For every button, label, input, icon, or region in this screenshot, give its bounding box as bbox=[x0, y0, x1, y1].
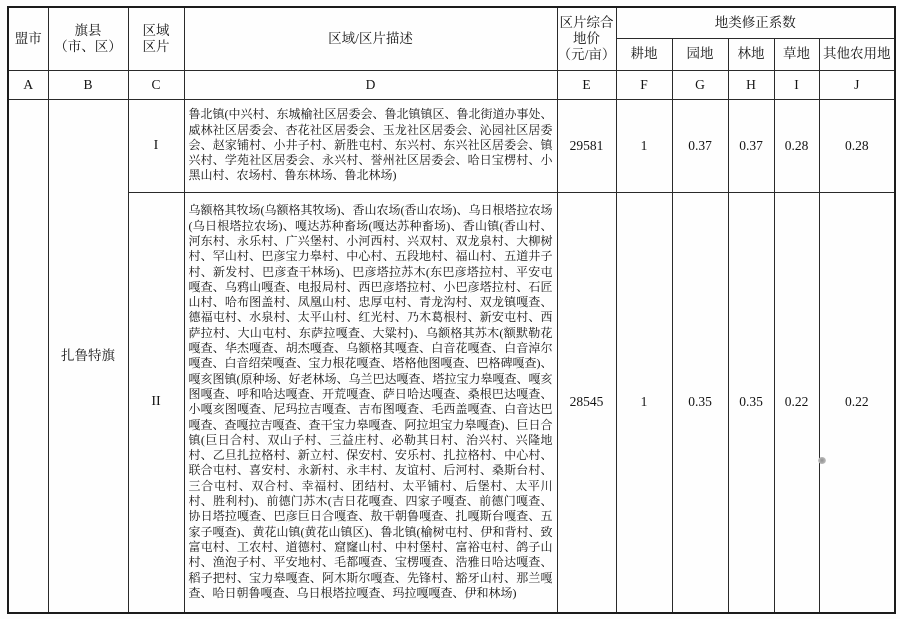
header-coeff-cultivated: 耕地 bbox=[616, 38, 672, 70]
scan-speck-artifact bbox=[818, 457, 826, 464]
league-cell bbox=[8, 99, 48, 613]
header-zone bbox=[128, 7, 184, 70]
column-letter-b: B bbox=[48, 70, 128, 99]
header-price-line1: 区片综合 bbox=[559, 14, 614, 30]
header-coefficient-group: 地类修正系数 bbox=[616, 7, 895, 38]
header-zone-line2: 区片 bbox=[142, 38, 170, 54]
coeff-cultivated-2: 1 bbox=[616, 192, 672, 613]
column-letter-i: I bbox=[774, 70, 819, 99]
table-row-zone-1 bbox=[8, 99, 895, 192]
column-letter-d: D bbox=[184, 70, 557, 99]
column-letter-h: H bbox=[728, 70, 774, 99]
header-price-line3: （元/亩） bbox=[557, 46, 616, 62]
land-price-table bbox=[7, 6, 896, 614]
zone-label-2: II bbox=[128, 192, 184, 613]
header-banner bbox=[48, 7, 128, 70]
table-row-zone-2 bbox=[8, 192, 895, 613]
column-letter-j: J bbox=[819, 70, 895, 99]
column-letter-c: C bbox=[128, 70, 184, 99]
coeff-forest-2: 0.35 bbox=[728, 192, 774, 613]
coeff-other-2: 0.22 bbox=[819, 192, 895, 613]
header-price bbox=[557, 7, 616, 70]
column-letter-e: E bbox=[557, 70, 616, 99]
coeff-garden-2: 0.35 bbox=[672, 192, 728, 613]
header-coeff-forest: 林地 bbox=[728, 38, 774, 70]
column-letter-f: F bbox=[616, 70, 672, 99]
zone-description-1 bbox=[184, 99, 557, 192]
coeff-other-1: 0.28 bbox=[819, 99, 895, 192]
coeff-grass-1: 0.28 bbox=[774, 99, 819, 192]
zone-description-2 bbox=[184, 192, 557, 613]
coeff-garden-1: 0.37 bbox=[672, 99, 728, 192]
banner-cell: 扎鲁特旗 bbox=[48, 99, 128, 613]
header-coeff-other: 其他农用地 bbox=[819, 38, 895, 70]
zone-description-2-text: 乌额格其牧场(乌额格其牧场)、香山农场(香山农场)、乌日根塔拉农场(乌日根塔拉农场)、嘎达苏种畜场(嘎达苏种畜场)、香山镇(香山村、河东村、永乐村、广兴堡村、小河西村、兴双村、双龙泉村、大柳树村、罕山村、巴彦宝力皋村、中心村、五段地村、福山村、五道井子村、新发村、巴彦查干林场)、巴彦塔拉苏木(东巴彦塔拉村、平安屯嘎查、乌鸦山嘎查、电报局村、西巴彦塔拉村、小巴彦塔拉村、石匠山村、哈布图盖村、凤凰山村、忠厚屯村、青龙沟村、双龙镇嘎查、德福屯村、水泉村、太平山村、红光村、乃木葛根村、新安屯村、西萨拉村、大山屯村、东萨拉嘎查、大粱村)、乌额格其苏木(额默勒花嘎查、华杰嘎查、胡杰嘎查、乌额格其嘎查、白音花嘎查、白音淖尔嘎查、白音绍荣嘎查、宝力根花嘎查、塔格他图嘎查、巴格碑嘎查)、嘎亥图镇(原种场、好老林场、乌兰巴达嘎查、塔拉宝力皋嘎查、嘎亥图嘎查、呼和哈达嘎查、开荒嘎查、萨日哈达嘎查、桑根巴达嘎查、小嘎亥图嘎查、尼玛拉吉嘎查、吉布图嘎查、毛西盖嘎查、白音达巴嘎查、查嘎拉吉嘎查、查干宝力皋嘎查、阿拉坦宝力皋嘎查)、巨日合镇(巨日合村、双山子村、三益庄村、必勒其日村、治兴村、兴隆地村、乙旦扎拉格村、新立村、保安村、安乐村、扎拉格村、中心村、联合屯村、喜安村、永新村、永丰村、友谊村、后河村、桑斯台村、三合屯村、双合村、幸福村、团结村、太平铺村、后堡村、太平川村、胜利村)、前德门苏木(吉日花嘎查、四家子嘎查、前德门嘎查、协日塔拉嘎查、巴彦巨日合嘎查、敖干朝鲁嘎查、扎嘎斯台嘎查、五家子嘎查)、黄花山镇(黄花山镇区)、鲁北镇(榆树屯村、伊和背村、致富屯村、工农村、道德村、窟窿山村、中村堡村、富裕屯村、鸽子山村、渔泡子村、平安地村、毛都嘎查、宝楞嘎查、浩雅日哈达嘎查、稻子把村、宝力皋嘎查、阿木斯尔嘎查、先锋村、豁牙山村、那兰嘎查、哈日朝鲁嘎查、乌日根塔拉嘎查、玛拉嘎嘎查、伊和林场) bbox=[188, 203, 553, 600]
header-league: 盟市 bbox=[8, 7, 48, 70]
header-banner-line1: 旗县 bbox=[74, 22, 102, 38]
price-cell-1: 29581 bbox=[557, 99, 616, 192]
header-banner-line2: （市、区） bbox=[54, 38, 122, 54]
zone-description-1-text: 鲁北镇(中兴村、东城榆社区居委会、鲁北镇镇区、鲁北街道办事处、威林社区居委会、杏花社区居委会、玉龙社区居委会、沁园社区居委会、赵家铺村、小井子村、新胜屯村、东兴村、东兴社区居委会、镇兴村、学苑社区居委会、永兴村、誉州社区居委会、哈日宝楞村、小黑山村、农场村、鲁东林场、鲁北林场) bbox=[188, 107, 553, 183]
price-cell-2: 28545 bbox=[557, 192, 616, 613]
coeff-cultivated-1: 1 bbox=[616, 99, 672, 192]
header-description: 区域/区片描述 bbox=[184, 7, 557, 70]
coeff-grass-2: 0.22 bbox=[774, 192, 819, 613]
header-coeff-garden: 园地 bbox=[672, 38, 728, 70]
header-price-line2: 地价 bbox=[573, 30, 600, 46]
zone-label-1: I bbox=[128, 99, 184, 192]
header-coeff-grass: 草地 bbox=[774, 38, 819, 70]
header-zone-line1: 区域 bbox=[142, 22, 170, 38]
column-letter-g: G bbox=[672, 70, 728, 99]
coeff-forest-1: 0.37 bbox=[728, 99, 774, 192]
column-letter-a: A bbox=[8, 70, 48, 99]
